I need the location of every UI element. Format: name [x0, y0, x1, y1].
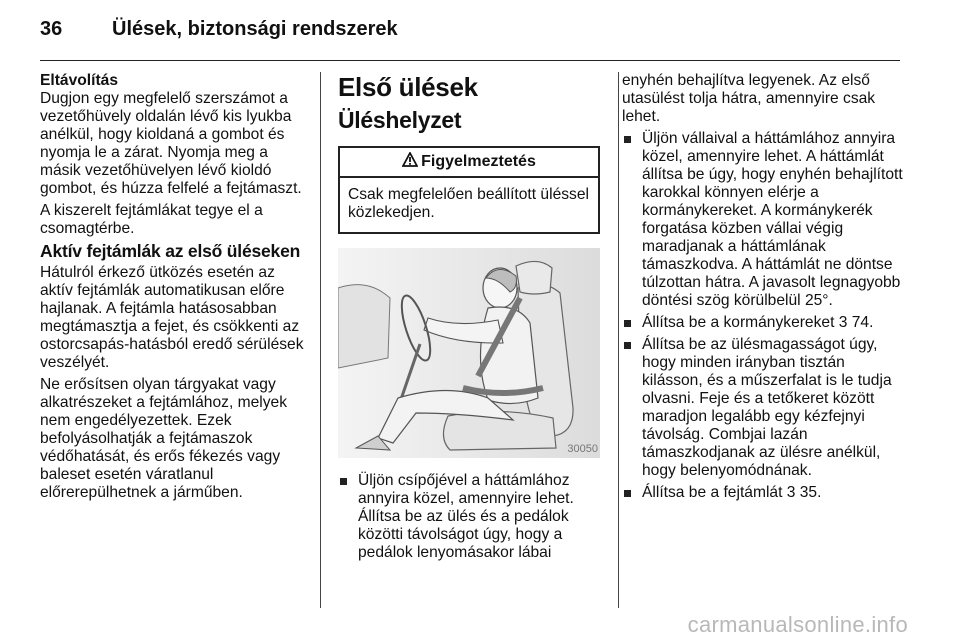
paragraph-storage: A kiszerelt fejtámlákat tegye el a csomagtérbe.: [40, 202, 263, 237]
heading-seat-position: Üléshelyzet: [338, 107, 462, 133]
page-number: 36: [40, 18, 63, 40]
warning-box: [338, 146, 600, 234]
bullet-square-icon: [624, 136, 631, 143]
bullet-seat-height: [622, 336, 904, 480]
column-divider-1: [320, 72, 321, 608]
heading-front-seats: Első ülések: [338, 72, 478, 102]
watermark: carmanualsonline.info: [687, 612, 908, 637]
column-left: [40, 72, 308, 506]
column-divider-2: [618, 72, 619, 608]
chapter-title: Ülések, biztonsági rendszerek: [112, 18, 398, 40]
seat-position-illustration: [338, 248, 600, 458]
page-header: [40, 18, 920, 48]
heading-active-headrests: Aktív fejtámlák az első üléseken: [40, 241, 301, 261]
bullet-headrest: [622, 484, 904, 502]
paragraph-active-headrests: Hátulról érkező ütközés esetén az aktív fejtámlák automatikusan előre hajlanak. A fejtámla hatásosabban megtámasztja a fejet, és csökkenti az ostorcsapás-hatásból eredő sérülések veszélyét.: [40, 264, 304, 371]
warning-text: Csak megfelelően beállított üléssel közlekedjen.: [348, 186, 589, 221]
bullet-hip-position: [338, 472, 600, 562]
bullet-text: Állítsa be a fejtámlát 3 35.: [642, 484, 822, 501]
bullet-text: Üljön vállaival a háttámlához annyira közel, amennyire lehet. A háttámlát állítsa be úgy, hogy enyhén behajlított karokkal könnyen elérje a kormánykereket. A kormánykerék forgatása közben vállai végig maradjanak a háttámlának támaszkodva. A háttámlát ne döntse túlzottan hátra. A javasolt legnagyobb döntési szög körülbelül 25°.: [642, 130, 903, 309]
bullet-square-icon: [624, 490, 631, 497]
bullet-text: Állítsa be a kormánykereket 3 74.: [642, 314, 874, 331]
warning-triangle-icon: [402, 152, 418, 172]
bullet-text: Üljön csípőjével a háttámlához annyira közel, amennyire lehet. Állítsa be az ülés és a pedálok közötti távolságot úgy, hogy a pedálok lenyomásakor lábai: [358, 472, 574, 561]
column-middle: [338, 72, 600, 566]
column-right: [622, 72, 904, 506]
bullet-square-icon: [624, 342, 631, 349]
bullet-steering-wheel: [622, 314, 904, 332]
paragraph-headrest-warning: Ne erősítsen olyan tárgyakat vagy alkatrészeket a fejtámlához, melyek nem engedélyezettek. Ezek befolyásolhatják a fejtámaszok védőhatását, és erős fékezés vagy baleset esetén váratlanul előrerepülhetnek a járműben.: [40, 376, 288, 501]
warning-title: Figyelmeztetés: [421, 153, 536, 170]
bullet-continuation: enyhén behajlítva legyenek. Az első utasülést tolja hátra, amennyire csak lehet.: [622, 72, 876, 125]
bullet-square-icon: [624, 320, 631, 327]
driver-seat-drawing: [338, 248, 600, 458]
warning-header: [340, 148, 598, 178]
bullet-shoulder-position: [622, 130, 904, 310]
paragraph-removal-steps: Dugjon egy megfelelő szerszámot a vezetőhüvely oldalán lévő kis lyukba anélkül, hogy kioldaná a gombot és nyomja le a zárat. Nyomja meg a másik vezetőhüvelyen lévő kioldó gombot, és húzza felfelé a fejtámaszt.: [40, 90, 302, 197]
header-rule: [40, 60, 900, 61]
figure-number: 30050: [567, 443, 598, 455]
bullet-square-icon: [340, 478, 347, 485]
subheading-removal: Eltávolítás: [40, 72, 118, 89]
bullet-text: Állítsa be az ülésmagasságot úgy, hogy minden irányban tisztán kilásson, és a műszerfalat is le tudja olvasni. Feje és a tetőkeret között maradjon legalább egy kézfejnyi távolság. Combjai lazán támaszkodjanak az ülésre anélkül, hogy belenyomódnának.: [642, 336, 892, 479]
